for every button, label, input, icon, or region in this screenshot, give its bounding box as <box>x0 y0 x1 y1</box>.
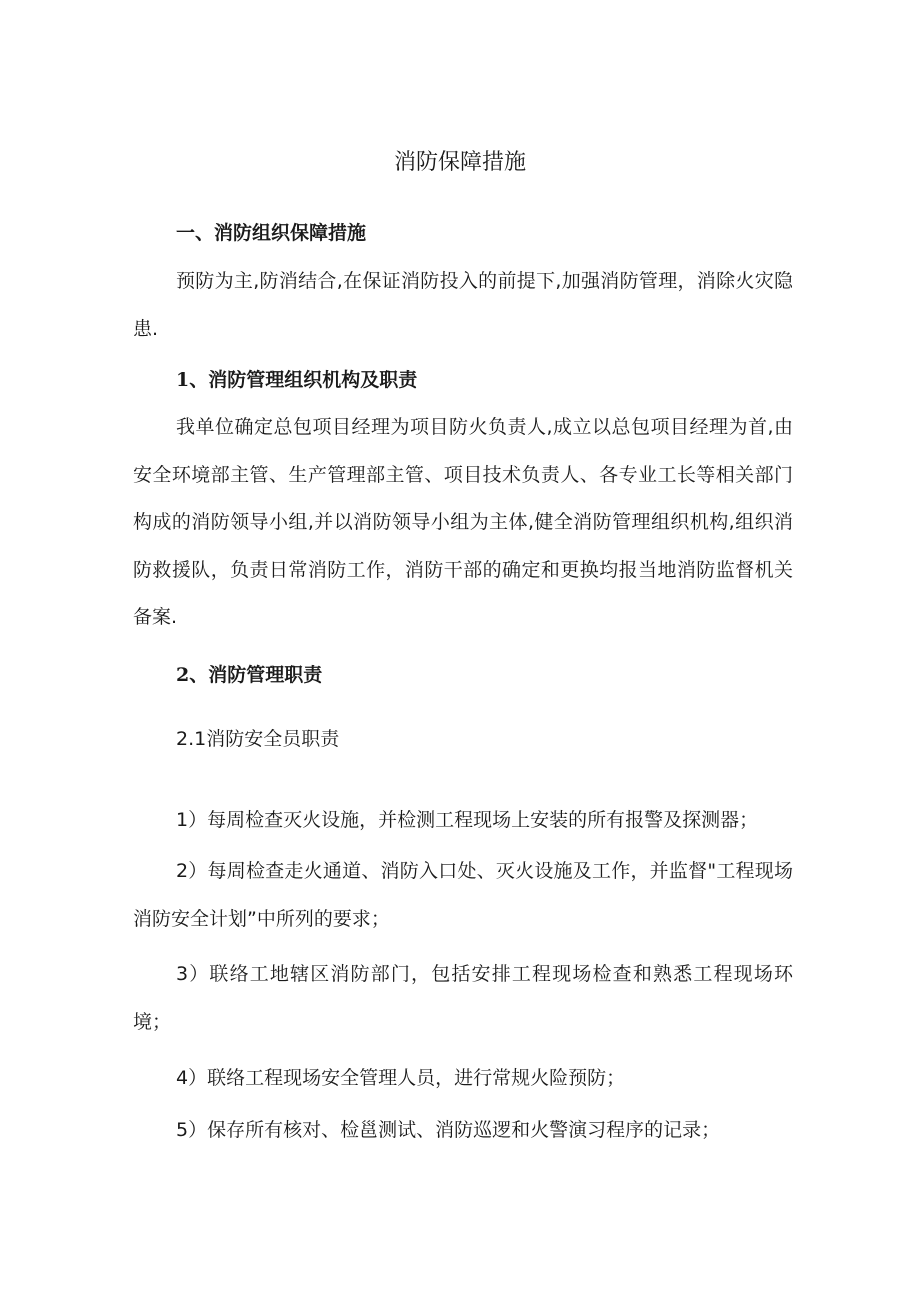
section-1-heading: 一、消防组织保障措施 <box>176 222 367 244</box>
subsection-2-heading-text: 、消防管理职责 <box>189 664 323 686</box>
section-1-intro: 预防为主,防消结合,在保证消防投入的前提下,加强消防管理，消除火灾隐患. <box>133 270 793 340</box>
subsection-2-1-heading: 2.1消防安全员职责 <box>176 728 340 750</box>
subsection-1-heading <box>176 365 417 395</box>
duty-item-4: 4）联络工程现场安全管理人员，进行常规火险预防； <box>176 1067 626 1089</box>
duty-item-5: 5）保存所有核对、检邕测试、消防巡逻和火警演习程序的记录； <box>176 1119 721 1141</box>
subsection-2-heading <box>176 660 322 690</box>
subsection-2-number: 2 <box>176 664 190 686</box>
subsection-1-number: 1 <box>176 369 190 391</box>
subsection-1-body: 我单位确定总包项目经理为项目防火负责人,成立以总包项目经理为首,由安全环境部主管、生产管理部主管、项目技术负责人、各专业工长等相关部门构成的消防领导小组,并以消防领导小组为主体,健全消防管理组织机构,组织消防救援队，负责日常消防工作，消防干部的确定和更换均报当地消防监督机关备案. <box>133 416 793 628</box>
document-title: 消防保障措施 <box>393 150 526 175</box>
duty-item-3: 3）联络工地辖区消防部门，包括安排工程现场检查和熟悉工程现场环境； <box>133 963 793 1033</box>
duty-item-2: 2）每周检查走火通道、消防入口处、灭火设施及工作，并监督"工程现场消防安全计划”中所列的要求； <box>133 860 793 930</box>
subsection-1-heading-text: 、消防管理组织机构及职责 <box>189 369 418 391</box>
duty-item-1: 1）每周检查灭火设施，并检测工程现场上安装的所有报警及探测器； <box>176 809 759 831</box>
